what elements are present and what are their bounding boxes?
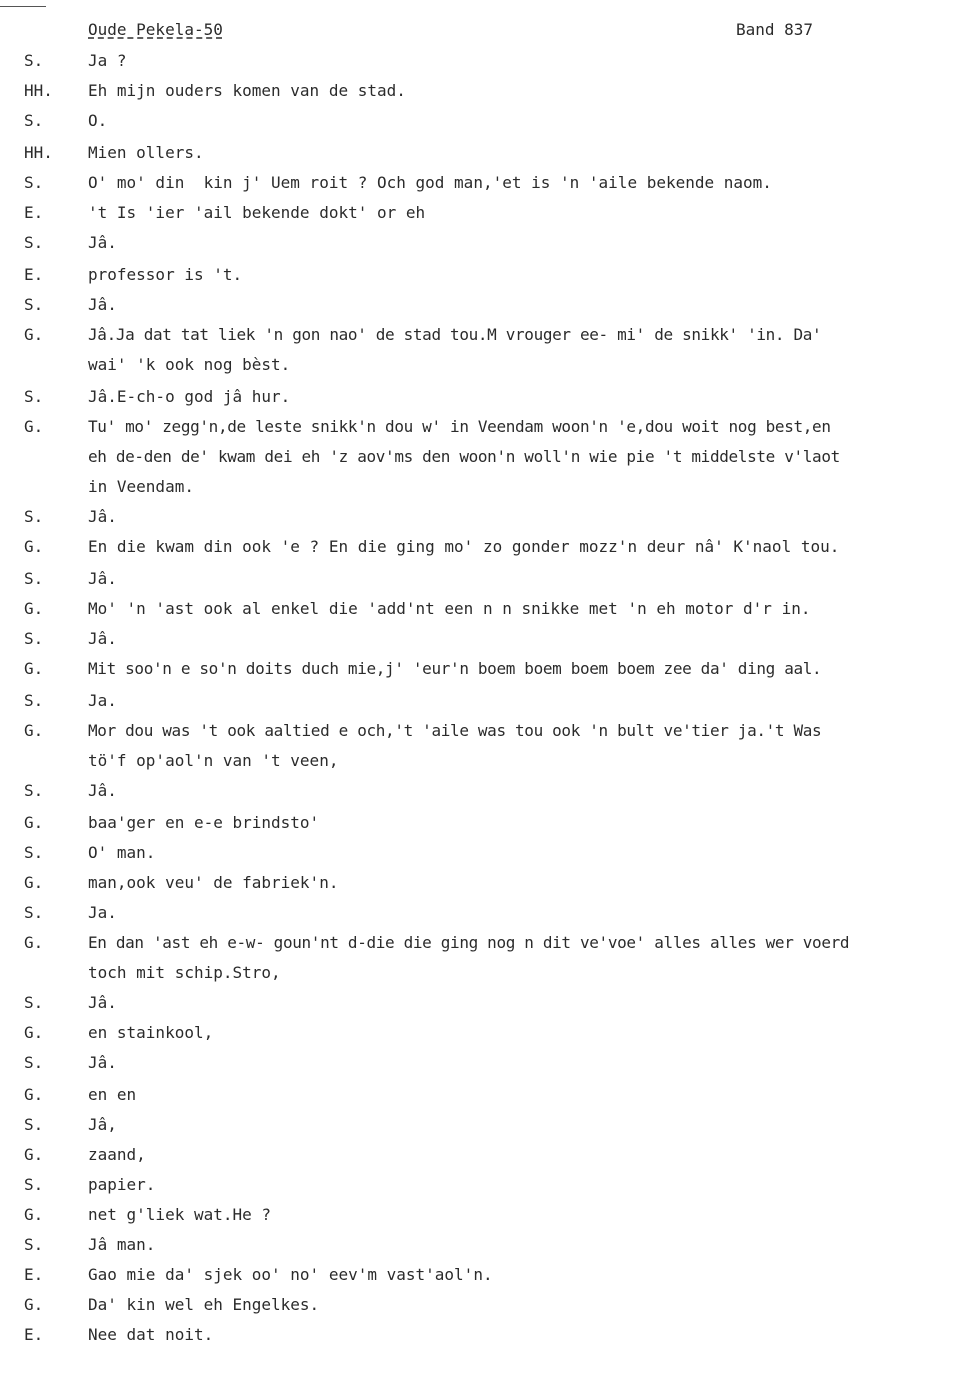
speaker-label: S. <box>24 295 44 314</box>
speaker-label: G. <box>24 599 44 618</box>
transcript-line <box>0 1142 973 1168</box>
utterance-text: Jâ. <box>88 295 117 314</box>
utterance-text: O' man. <box>88 843 156 862</box>
transcript-line <box>0 78 973 104</box>
utterance-text: Jâ. <box>88 507 117 526</box>
transcript-line <box>0 352 973 378</box>
speaker-label: S. <box>24 629 44 648</box>
transcript-line <box>0 170 973 196</box>
speaker-label: E. <box>24 203 44 222</box>
speaker-label: S. <box>24 1235 44 1254</box>
speaker-label: G. <box>24 721 44 740</box>
utterance-text: Jâ, <box>88 1115 117 1134</box>
transcript-line <box>0 596 973 622</box>
speaker-label: S. <box>24 993 44 1012</box>
utterance-text: Jâ.Ja dat tat liek 'n gon nao' de stad tou.M vrouger ee- mi' de snikk' 'in. Da' <box>88 325 822 344</box>
speaker-label: G. <box>24 659 44 678</box>
speaker-label: E. <box>24 1265 44 1284</box>
utterance-text: zaand, <box>88 1145 146 1164</box>
speaker-label: S. <box>24 843 44 862</box>
speaker-label: S. <box>24 51 44 70</box>
utterance-text: tö'f op'aol'n van 't veen, <box>88 751 339 770</box>
transcript-line <box>0 656 973 682</box>
utterance-text: man,ook veu' de fabriek'n. <box>88 873 339 892</box>
utterance-text: Ja. <box>88 903 117 922</box>
transcript-line <box>0 1050 973 1076</box>
top-rule <box>0 6 46 7</box>
transcript-line <box>0 292 973 318</box>
utterance-text: 't Is 'ier 'ail bekende dokt' or eh <box>88 203 426 222</box>
transcript-line <box>0 566 973 592</box>
utterance-text: Da' kin wel eh Engelkes. <box>88 1295 320 1314</box>
utterance-text: Jâ man. <box>88 1235 156 1254</box>
speaker-label: G. <box>24 417 44 436</box>
transcript-line <box>0 1112 973 1138</box>
utterance-text: Jâ. <box>88 993 117 1012</box>
transcript-line <box>0 748 973 774</box>
transcript-line <box>0 778 973 804</box>
utterance-text: Ja. <box>88 691 117 710</box>
speaker-label: G. <box>24 813 44 832</box>
transcript-line <box>0 230 973 256</box>
utterance-text: in Veendam. <box>88 477 194 496</box>
speaker-label: G. <box>24 325 44 344</box>
transcript-line <box>0 1292 973 1318</box>
speaker-label: G. <box>24 537 44 556</box>
transcript-line <box>0 1322 973 1348</box>
utterance-text: en stainkool, <box>88 1023 214 1042</box>
speaker-label: G. <box>24 1205 44 1224</box>
utterance-text: Jâ. <box>88 781 117 800</box>
transcript-line <box>0 1172 973 1198</box>
utterance-text: En dan 'ast eh e-w- goun'nt d-die die ging nog n dit ve'voe' alles alles wer voerd <box>88 933 850 952</box>
transcript-line <box>0 444 973 470</box>
speaker-label: S. <box>24 387 44 406</box>
utterance-text: toch mit schip.Stro, <box>88 963 281 982</box>
utterance-text: Ja ? <box>88 51 127 70</box>
speaker-label: S. <box>24 1115 44 1134</box>
utterance-text: Mor dou was 't ook aaltied e och,'t 'aile was tou ook 'n bult ve'tier ja.'t Was <box>88 721 822 740</box>
transcript-line <box>0 900 973 926</box>
transcript-line <box>0 1020 973 1046</box>
speaker-label: G. <box>24 1085 44 1104</box>
transcript-line <box>0 688 973 714</box>
utterance-text: baa'ger en e-e brindsto' <box>88 813 320 832</box>
utterance-text: Gao mie da' sjek oo' no' eev'm vast'aol'n. <box>88 1265 493 1284</box>
speaker-label: S. <box>24 569 44 588</box>
utterance-text: Jâ.E-ch-o god jâ hur. <box>88 387 291 406</box>
speaker-label: S. <box>24 111 44 130</box>
speaker-label: S. <box>24 233 44 252</box>
utterance-text: papier. <box>88 1175 156 1194</box>
utterance-text: Tu' mo' zegg'n,de leste snikk'n dou w' in Veendam woon'n 'e,dou woit nog best,en <box>88 417 831 436</box>
speaker-label: S. <box>24 173 44 192</box>
utterance-text: En die kwam din ook 'e ? En die ging mo' zo gonder mozz'n deur nâ' K'naol tou. <box>88 537 840 556</box>
speaker-label: S. <box>24 691 44 710</box>
document-title: Oude Pekela-50 <box>88 20 223 39</box>
speaker-label: E. <box>24 265 44 284</box>
transcript-line <box>0 200 973 226</box>
speaker-label: G. <box>24 1145 44 1164</box>
utterance-text: wai' 'k ook nog bèst. <box>88 355 291 374</box>
speaker-label: G. <box>24 1023 44 1042</box>
utterance-text: net g'liek wat.He ? <box>88 1205 272 1224</box>
speaker-label: HH. <box>24 143 53 162</box>
utterance-text: eh de-den de' kwam dei eh 'z aov'ms den woon'n woll'n wie pie 't middelste v'laot <box>88 447 840 466</box>
speaker-label: S. <box>24 1175 44 1194</box>
utterance-text: professor is 't. <box>88 265 243 284</box>
transcript-line <box>0 262 973 288</box>
utterance-text: Mit soo'n e so'n doits duch mie,j' 'eur'n boem boem boem boem zee da' ding aal. <box>88 659 822 678</box>
transcript-line <box>0 322 973 348</box>
transcript-line <box>0 990 973 1016</box>
transcript-line <box>0 504 973 530</box>
transcript-line <box>0 930 973 956</box>
speaker-label: S. <box>24 903 44 922</box>
utterance-text: Jâ. <box>88 1053 117 1072</box>
speaker-label: G. <box>24 1295 44 1314</box>
transcript-line <box>0 108 973 134</box>
transcript-line <box>0 534 973 560</box>
utterance-text: Jâ. <box>88 629 117 648</box>
speaker-label: S. <box>24 781 44 800</box>
utterance-text: Jâ. <box>88 569 117 588</box>
speaker-label: HH. <box>24 81 53 100</box>
utterance-text: Eh mijn ouders komen van de stad. <box>88 81 406 100</box>
utterance-text: O' mo' din kin j' Uem roit ? Och god man,'et is 'n 'aile bekende naom. <box>88 173 772 192</box>
transcript-line <box>0 870 973 896</box>
transcript-line <box>0 1202 973 1228</box>
speaker-label: G. <box>24 873 44 892</box>
utterance-text: Jâ. <box>88 233 117 252</box>
transcript-line <box>0 414 973 440</box>
speaker-label: E. <box>24 1325 44 1344</box>
transcript-line <box>0 474 973 500</box>
transcript-line <box>0 1232 973 1258</box>
transcript-line <box>0 626 973 652</box>
transcript-line <box>0 718 973 744</box>
transcript-line <box>0 1082 973 1108</box>
speaker-label: G. <box>24 933 44 952</box>
utterance-text: en en <box>88 1085 137 1104</box>
transcript-line <box>0 810 973 836</box>
transcript-line <box>0 48 973 74</box>
utterance-text: O. <box>88 111 108 130</box>
transcript-line <box>0 960 973 986</box>
transcript-line <box>0 140 973 166</box>
transcript-line <box>0 840 973 866</box>
utterance-text: Nee dat noit. <box>88 1325 214 1344</box>
speaker-label: S. <box>24 1053 44 1072</box>
utterance-text: Mien ollers. <box>88 143 204 162</box>
utterance-text: Mo' 'n 'ast ook al enkel die 'add'nt een n n snikke met 'n eh motor d'r in. <box>88 599 811 618</box>
tape-number: Band 837 <box>736 20 814 39</box>
transcript-line <box>0 1262 973 1288</box>
speaker-label: S. <box>24 507 44 526</box>
transcript-line <box>0 384 973 410</box>
